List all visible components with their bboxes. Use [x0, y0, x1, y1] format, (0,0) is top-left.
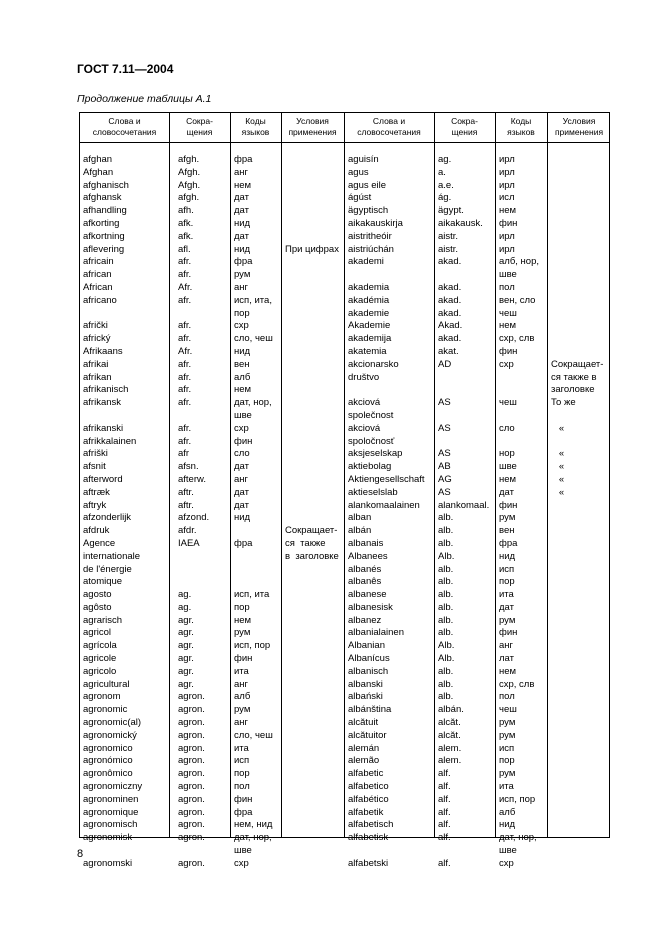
column-lang-codes-2: ирл ирл ирл исл нем фин ирл ирл алб, нор, шве пол вен, сло чеш нем схр, слв фин схр чеш сло нор шве нем дат фин рум вен фра нид исп пор ита дат рум фин анг лат нем схр, слв пол чеш рум рум исп пор рум ита исп, пор алб нид дат, нор, шве схр [499, 154, 539, 869]
column-divider [230, 113, 231, 837]
column-divider [434, 113, 435, 837]
column-divider [169, 113, 170, 837]
column-divider [281, 113, 282, 837]
column-conditions: При цифрах Сокращает- ся также в заголовке [285, 243, 339, 562]
column-divider [495, 113, 496, 837]
header-lang-codes-2: Коды языков [507, 116, 535, 137]
table-caption: Продолжение таблицы А.1 [77, 93, 212, 105]
header-divider [80, 142, 609, 143]
column-words-2: aguisín agus agus eile ágúst ägyptisch aikakauskirja aistritheóir aistriúchán akademi akademia akadémia akademie Akademie akademija akatemia akcionarsko društvo akciová společnost akciová spoločnosť aksjeselskap aktiebolag Aktiengesellschaft aktieselslab alankomaalainen alban albán albanais Albanees albanés albanês albanese albanesisk albanez albanialainen Albanian Albanícus albanisch albanski albański albánština alcătuit alcătuitor alemán alemão alfabetic alfabetico alfabético alfabetik alfabetisch alfabetisk alfabetski [348, 154, 425, 869]
column-divider [547, 113, 548, 837]
document-header: ГОСТ 7.11—2004 [77, 62, 174, 76]
header-abbrev: Сокра- щения [186, 116, 213, 137]
page-number: 8 [77, 848, 84, 860]
column-lang-codes: фра анг нем дат дат нид дат нид фра рум анг исп, ита, пор схр сло, чеш нид вен алб нем дат, нор, шве схр фин сло дат анг дат дат нид фра исп, ита пор нем рум исп, пор фин ита анг алб рум анг сло, чеш ита исп пор пол фин фра нем, нид дат, нор, шве схр [234, 154, 273, 869]
column-words: afghan Afghan afghanisch afghansk afhandling afkorting afkortning aflevering africain african African africano afrički africký Afrikaans afrikai afrikan afrikanisch afrikansk afrikanski afrikkalainen afriški afsnit afterword aftræk aftryk afzonderlijk afdruk Agence internationale de l'énergie atomique agosto agôsto agrarisch agricol agrícola agricole agricolo agricultural agronom agronomic agronomic(al) agronomický agronomico agronómico agronômico agronomiczny agronominen agronomique agronomisch agronomisk agronomski [83, 154, 143, 869]
header-words-2: Слова и словосочетания [357, 116, 421, 137]
column-abbrev-2: ag. a. a.e. ág. ägypt. aikakausk. aistr. aistr. akad. akad. akad. akad. Akad. akad. akat. AD AS AS AS AB AG AS alankomaal. alb. alb. alb. Alb. alb. alb. alb. alb. alb. alb. Alb. Alb. alb. alb. alb. albán. alcăt. alcăt. alem. alem. alf. alf. alf. alf. alf. alf. alf. [438, 154, 490, 869]
header-lang-codes: Коды языков [241, 116, 270, 137]
header-words: Слова и словосочетания [92, 116, 157, 137]
header-conditions-2: Условия применения [554, 116, 604, 137]
column-conditions-2: Сокращает- ся также в заголовке То же « « « « « [551, 358, 604, 498]
column-divider [344, 113, 345, 837]
abbreviations-table [79, 112, 610, 869]
header-abbrev-2: Сокра- щения [451, 116, 478, 137]
column-abbrev: afgh. Afgh. Afgh. afgh. afh. afk. afk. afl. afr. afr. Afr. afr. afr. afr. Afr. afr. afr. afr. afr. afr. afr. afr afsn. afterw. aftr. aftr. afzond. afdr. IAEA ag. ag. agr. agr. agr. agr. agr. agr. agron. agron. agron. agron. agron. agron. agron. agron. agron. agron. agron. agron. agron. [178, 154, 210, 869]
header-conditions: Условия применения [288, 116, 337, 137]
